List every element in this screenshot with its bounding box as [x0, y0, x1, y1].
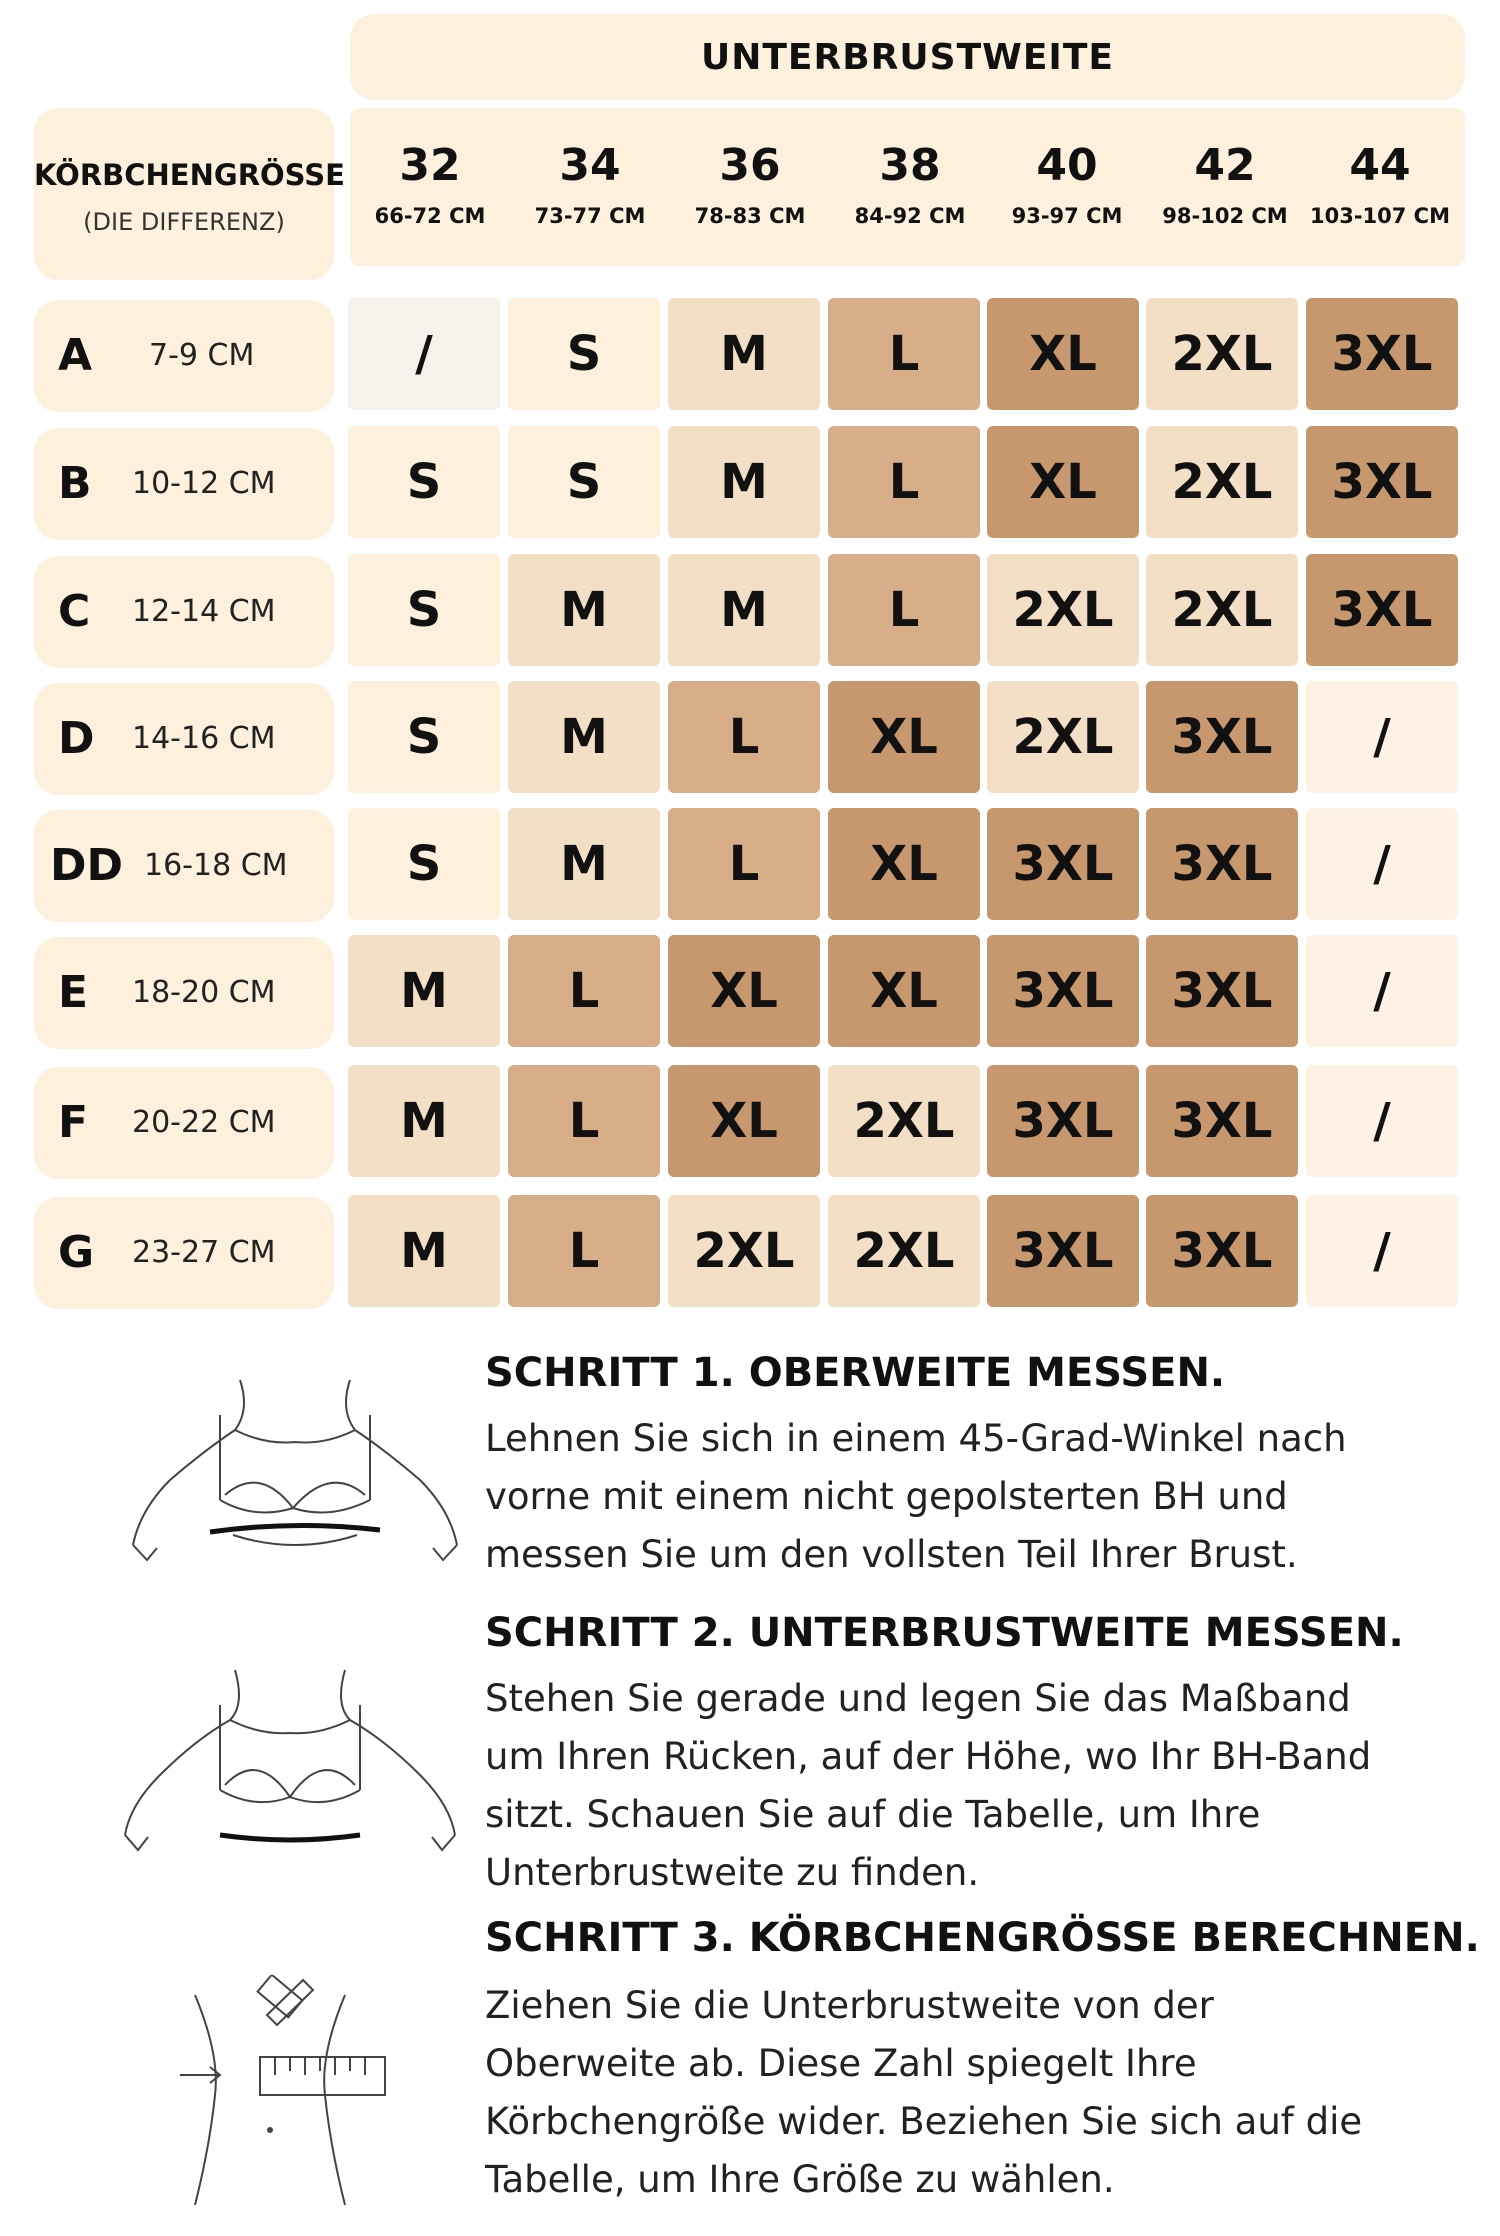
size-cell: 3XL	[1306, 554, 1458, 666]
cup-letter: A	[58, 330, 93, 381]
size-cell: L	[668, 681, 820, 793]
column-size-band	[350, 108, 1465, 266]
cup-range: 23-27 CM	[132, 1235, 276, 1270]
column-range: 66-72 CM	[374, 204, 486, 228]
size-cell: M	[348, 935, 500, 1047]
size-cell: 3XL	[1146, 935, 1298, 1047]
size-cell: /	[1306, 681, 1458, 793]
size-cell: 2XL	[987, 681, 1139, 793]
size-cell: XL	[987, 298, 1139, 410]
size-cell: /	[1306, 935, 1458, 1047]
row-label	[34, 428, 334, 540]
column-size: 44	[1349, 140, 1411, 191]
column-header	[1300, 108, 1460, 266]
size-cell: 3XL	[1146, 1195, 1298, 1307]
size-cell: S	[348, 554, 500, 666]
column-range: 73-77 CM	[534, 204, 646, 228]
step-text-line: vorne mit einem nicht gepolsterten BH und	[485, 1475, 1288, 1518]
step-text-line: Unterbrustweite zu finden.	[485, 1851, 980, 1894]
size-cell: 2XL	[1146, 298, 1298, 410]
column-size: 38	[879, 140, 941, 191]
cup-letter: C	[58, 586, 91, 637]
size-cell: XL	[987, 426, 1139, 538]
row-label	[34, 556, 334, 668]
size-cell: /	[348, 298, 500, 410]
step-text-line: messen Sie um den vollsten Teil Ihrer Brust.	[485, 1533, 1298, 1576]
row-header-label	[34, 108, 345, 280]
size-cell: XL	[828, 808, 980, 920]
cup-letter: D	[58, 713, 95, 764]
underbust-measure-illustration	[120, 1665, 470, 1865]
cup-letter: B	[58, 458, 92, 509]
size-cell: XL	[828, 935, 980, 1047]
column-header	[350, 108, 510, 266]
row-header-title: KÖRBCHENGRÖSSE	[34, 158, 345, 192]
size-cell: S	[348, 808, 500, 920]
size-cell: /	[1306, 1195, 1458, 1307]
step-text-line: Stehen Sie gerade und legen Sie das Maßband	[485, 1677, 1351, 1720]
step-3-text	[485, 1977, 1485, 2209]
size-cell: 3XL	[987, 1195, 1139, 1307]
size-cell: S	[348, 426, 500, 538]
size-cell: /	[1306, 1065, 1458, 1177]
column-range: 84-92 CM	[854, 204, 966, 228]
row-label	[34, 1197, 334, 1309]
step-1-title: SCHRITT 1. OBERWEITE MESSEN.	[485, 1350, 1226, 1396]
bust-measure-illustration	[125, 1370, 465, 1580]
row-label	[34, 937, 334, 1049]
column-header	[670, 108, 830, 266]
size-cell: 2XL	[668, 1195, 820, 1307]
cup-range: 14-16 CM	[132, 721, 276, 756]
size-cell: M	[508, 681, 660, 793]
size-cell: M	[348, 1065, 500, 1177]
column-range: 103-107 CM	[1309, 204, 1450, 228]
size-cell: 2XL	[1146, 554, 1298, 666]
size-cell: /	[1306, 808, 1458, 920]
size-cell: L	[828, 554, 980, 666]
size-cell: M	[348, 1195, 500, 1307]
size-cell: 3XL	[987, 935, 1139, 1047]
size-cell: 2XL	[828, 1195, 980, 1307]
size-cell: M	[668, 298, 820, 410]
size-cell: M	[508, 554, 660, 666]
size-cell: M	[668, 554, 820, 666]
column-range: 78-83 CM	[694, 204, 806, 228]
row-label	[34, 300, 334, 412]
step-text-line: um Ihren Rücken, auf der Höhe, wo Ihr BH-Band	[485, 1735, 1372, 1778]
size-cell: L	[508, 1195, 660, 1307]
step-2-title: SCHRITT 2. UNTERBRUSTWEITE MESSEN.	[485, 1610, 1404, 1656]
size-cell: 3XL	[1306, 426, 1458, 538]
step-text-line: Ziehen Sie die Unterbrustweite von der	[485, 1984, 1214, 2027]
step-text-line: Lehnen Sie sich in einem 45-Grad-Winkel nach	[485, 1417, 1347, 1460]
cup-range: 20-22 CM	[132, 1105, 276, 1140]
size-cell: 3XL	[1146, 681, 1298, 793]
size-cell: L	[828, 426, 980, 538]
size-cell: XL	[828, 681, 980, 793]
step-text-line: Tabelle, um Ihre Größe zu wählen.	[485, 2158, 1115, 2201]
size-cell: 3XL	[1146, 1065, 1298, 1177]
size-cell: L	[668, 808, 820, 920]
column-header	[987, 108, 1147, 266]
cup-range: 16-18 CM	[144, 848, 288, 883]
size-cell: S	[508, 426, 660, 538]
row-label	[34, 683, 334, 795]
size-cell: XL	[668, 1065, 820, 1177]
row-header-subtitle: (DIE DIFFERENZ)	[83, 208, 285, 236]
step-text-line: Oberweite ab. Diese Zahl spiegelt Ihre	[485, 2042, 1197, 2085]
size-cell: 3XL	[1306, 298, 1458, 410]
step-3-title: SCHRITT 3. KÖRBCHENGRÖSSE BERECHNEN.	[485, 1915, 1480, 1961]
calculate-illustration	[175, 1975, 395, 2215]
column-size: 36	[719, 140, 781, 191]
cup-letter: F	[58, 1097, 89, 1148]
table-column-header-title: UNTERBRUSTWEITE	[350, 14, 1465, 100]
size-cell: 3XL	[987, 1065, 1139, 1177]
size-cell: 3XL	[1146, 808, 1298, 920]
size-cell: S	[348, 681, 500, 793]
size-cell: 2XL	[1146, 426, 1298, 538]
size-cell: 3XL	[987, 808, 1139, 920]
cup-letter: E	[58, 967, 89, 1018]
column-header	[1145, 108, 1305, 266]
row-label	[34, 1067, 334, 1179]
size-cell: L	[508, 1065, 660, 1177]
cup-range: 7-9 CM	[149, 338, 255, 373]
size-cell: M	[508, 808, 660, 920]
column-size: 40	[1036, 140, 1098, 191]
size-cell: L	[508, 935, 660, 1047]
size-cell: S	[508, 298, 660, 410]
column-header	[510, 108, 670, 266]
size-cell: L	[828, 298, 980, 410]
cup-letter: G	[58, 1227, 95, 1278]
step-1-text	[485, 1410, 1485, 1584]
column-range: 93-97 CM	[1011, 204, 1123, 228]
size-cell: M	[668, 426, 820, 538]
step-2-text	[485, 1670, 1485, 1902]
row-label	[34, 810, 334, 922]
step-text-line: sitzt. Schauen Sie auf die Tabelle, um Ihre	[485, 1793, 1261, 1836]
size-cell: 2XL	[828, 1065, 980, 1177]
cup-range: 10-12 CM	[132, 466, 276, 501]
column-size: 32	[399, 140, 461, 191]
size-cell: 2XL	[987, 554, 1139, 666]
cup-range: 12-14 CM	[132, 594, 276, 629]
column-size: 42	[1194, 140, 1256, 191]
column-size: 34	[559, 140, 621, 191]
step-text-line: Körbchengröße wider. Beziehen Sie sich auf die	[485, 2100, 1363, 2143]
column-header	[830, 108, 990, 266]
size-cell: XL	[668, 935, 820, 1047]
column-range: 98-102 CM	[1162, 204, 1288, 228]
cup-range: 18-20 CM	[132, 975, 276, 1010]
cup-letter: DD	[50, 840, 124, 891]
